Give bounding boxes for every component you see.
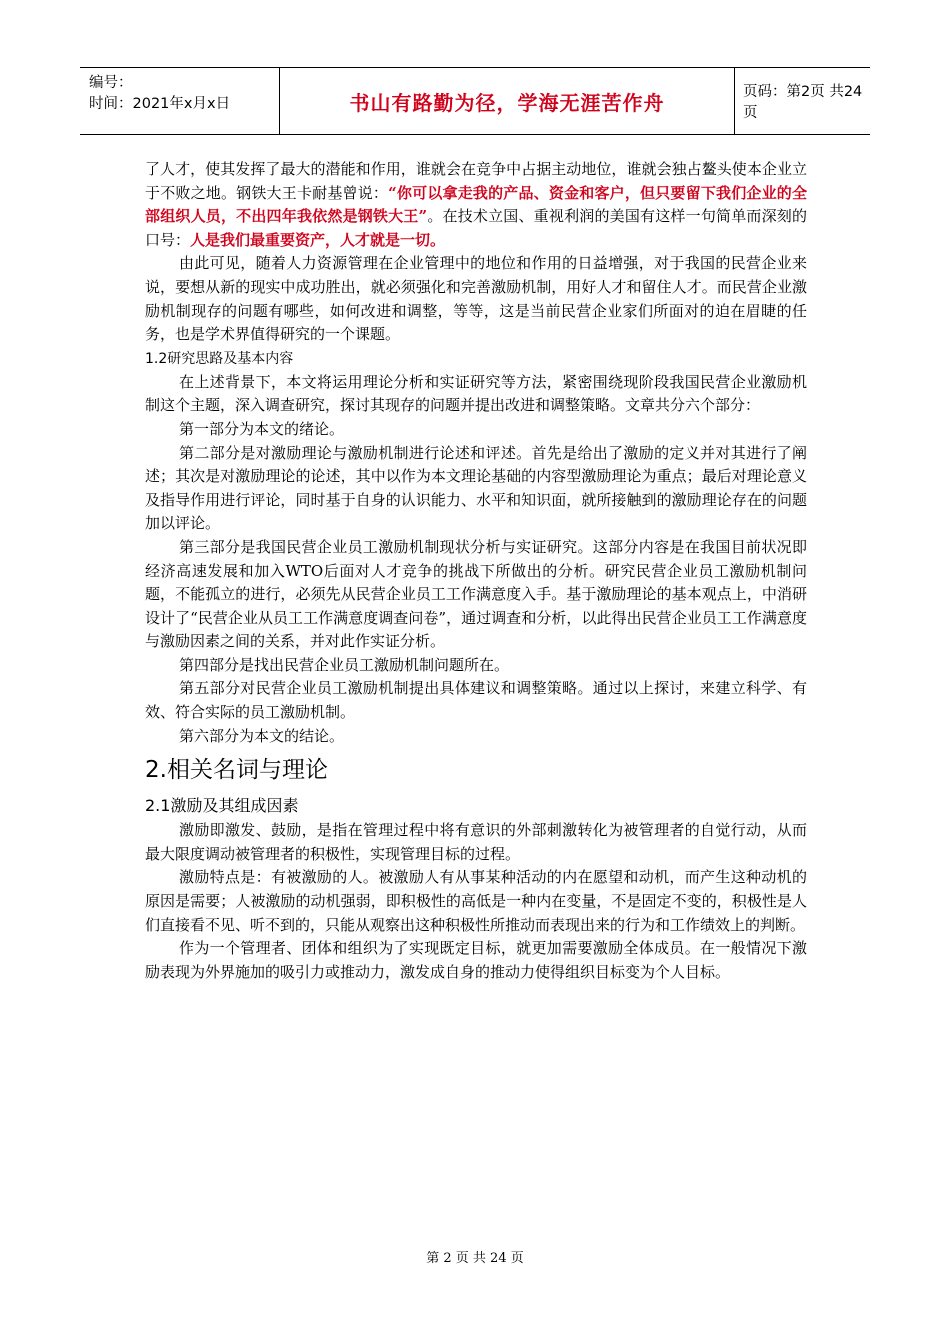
document-body [145,158,807,984]
document-number-label: 编号： [89,75,133,91]
paragraph: 由此可见，随着人力资源管理在企业管理中的地位和作用的日益增强，对于我国的民营企业来说，要想从新的现实中成功胜出，就必须强化和完善激励机制，用好人才和留住人才。而民营企业激励机制现存的问题有哪些，如何改进和调整，等等，这是当前民营企业家们所面对的迫在眉睫的任务，也是学术界值得研究的一个课题。 [145,254,807,344]
section-heading-1-2: 1.2研究思路及基本内容 [145,350,294,367]
paragraph: 在上述背景下，本文将运用理论分析和实证研究等方法，紧密围绕现阶段我国民营企业激励机制这个主题，深入调查研究，探讨其现存的问题并提出改进和调整策略。文章共分六个部分： [145,372,807,415]
paragraph-text: 。在技术立国、重视利润的美国有这样一句简单而深刻的口号： [145,207,807,249]
paragraph: 第五部分对民营企业员工激励机制提出具体建议和调整策略。通过以上探讨，来建立科学、有效、符合实际的员工激励机制。 [145,679,807,722]
paragraph: 第三部分是我国民营企业员工激励机制现状分析与实证研究。这部分内容是在我国目前状况即经济高速发展和加入WTO后面对人才竞争的挑战下所做出的分析。研究民营企业员工激励机制问题，不能孤立的进行，必须先从民营企业员工工作满意度入手。基于激励理论的基本观点上，中消研设计了“民营企业从员工工作满意度调查问卷”，通过调查和分析，以此得出民营企业员工工作满意度与激励因素之间的关系，并对此作实证分析。 [145,537,807,651]
paragraph: 第一部分为本文的绪论。 [179,419,345,438]
paragraph: 激励特点是：有被激励的人。被激励人有从事某种活动的内在愿望和动机，而产生这种动机的原因是需要；人被激励的动机强弱，即积极性的高低是一种内在变量，不是固定不变的，积极性是人们直接看不见、听不到的，只能从观察出这种积极性所推动而表现出来的行为和工作绩效上的判断。 [145,868,807,934]
paragraph: 第六部分为本文的结论。 [179,726,345,745]
header-page-info: 页码：第2页 共24页 [743,84,863,121]
paragraph-text: 了人才，使其发挥了最大的潜能和作用，谁就会在竞争中占据主动地位，谁就会独占鳌头使本企业立于不败之地。钢铁大王卡耐基曾说： [145,160,807,202]
document-time-label: 时间：2021年x月x日 [89,96,231,112]
paragraph-talent [145,158,807,252]
section-heading-2: 2.相关名词与理论 [145,757,328,784]
page-footer: 第 2 页 共 24 页 [426,1251,524,1266]
paragraph: 第四部分是找出民营企业员工激励机制问题所在。 [179,655,510,674]
header-motto: 书山有路勤为径，学海无涯苦作舟 [280,68,735,134]
header-meta [80,68,280,134]
paragraph: 作为一个管理者、团体和组织为了实现既定目标，就更加需要激励全体成员。在一般情况下激励表现为外界施加的吸引力或推动力，激发成自身的推动力使得组织目标变为个人目标。 [145,939,807,981]
carnegie-quote: “你可以拿走我的产品、资金和客户，但只要留下我们企业的全部组织人员，不出四年我依然是钢铁大王” [145,183,807,226]
slogan-highlight: 人是我们最重要资产，人才就是一切。 [190,230,446,249]
section-heading-2-1: 2.1激励及其组成因素 [145,796,299,816]
page-header [80,67,870,135]
paragraph: 第二部分是对激励理论与激励机制进行论述和评述。首先是给出了激励的定义并对其进行了阐述；其次是对激励理论的论述，其中以作为本文理论基础的内容型激励理论为重点；最后对理论意义及指导作用进行评论，同时基于自身的认识能力、水平和知识面，就所接触到的激励理论存在的问题加以评论。 [145,443,807,533]
paragraph: 激励即激发、鼓励，是指在管理过程中将有意识的外部刺激转化为被管理者的自觉行动，从而最大限度调动被管理者的积极性，实现管理目标的过程。 [145,821,807,863]
